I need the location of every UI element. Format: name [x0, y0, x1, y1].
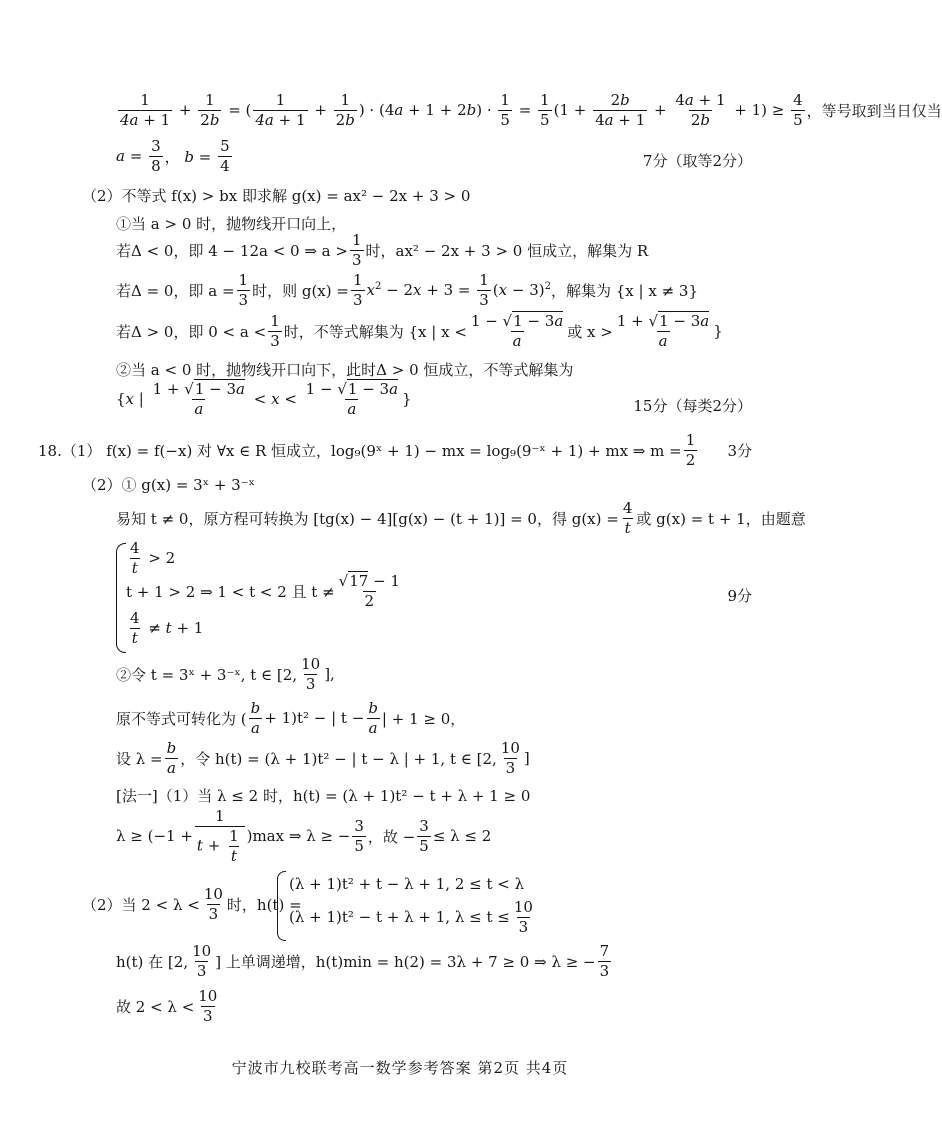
line-part-2-intro: （2）不等式 f(x) > bx 即求解 g(x) = ax² − 2x + 3 > 0	[82, 187, 471, 205]
lambda-c: ，故 −	[367, 827, 416, 846]
system-row-2: t + 1 > 2 ⇒ 1 < t < 2 且 t ≠ √17 − 1 2	[126, 572, 400, 610]
delta-negative-a: 若Δ < 0，即 4 − 12a < 0 ⇒ a >	[116, 241, 348, 260]
piecewise-case-2-text: (λ + 1)t² − t + λ + 1, λ ≤ t ≤	[289, 908, 510, 927]
line-transform-equation: 易知 t ≠ 0，原方程可转换为 [tg(x) − 4][g(x) − (t + 1)] = 0，得 g(x) = $\frac{4}{t}$ 或 g(x) = t + 1，由题意	[116, 499, 806, 537]
delta-positive-b: 时，不等式解集为 {x | x <	[283, 322, 467, 341]
line-a-b-values: a = $\frac{3}{8}$ ， b = $\frac{5}{4}$	[116, 137, 230, 175]
transform-a: 易知 t ≠ 0，原方程可转换为 [tg(x) − 4][g(x) − (t + 1)] = 0，得 g(x) =	[116, 509, 619, 528]
lambda-d: ≤ λ ≤ 2	[432, 827, 492, 846]
system-row-2-text: t + 1 > 2 ⇒ 1 < t < 2 且 t ≠	[126, 582, 335, 601]
delta-zero-b: 时，则 g(x) =	[252, 281, 349, 300]
piecewise-case-2: (λ + 1)t² − t + λ + 1, λ ≤ t ≤ $\frac{10}{3}$	[289, 898, 533, 936]
piecewise-a: （2）当 2 < λ <	[82, 895, 200, 914]
define-h-b: ，令 h(t) = (λ + 1)t² − | t − λ | + 1, t ∈ [2,	[180, 749, 497, 768]
line-define-h: 设 λ = $\frac{b}{a}$ ，令 h(t) = (λ + 1)t² − | t − λ | + 1, t ∈ [2, 10 3 ]	[116, 739, 530, 777]
line-conclusion: 故 2 < λ < 10 3	[116, 987, 218, 1025]
line-lambda-bound: λ ≥ (−1 + 1 t + $\frac{1}{t}$ )max ⇒ λ ≥ − $\frac{3}{5}$ ，故 − $\frac{3}{5}$ ≤ λ ≤ 2	[116, 807, 492, 865]
let-t-text: ②令 t = 3ˣ + 3⁻ˣ, t ∈ [2,	[116, 665, 298, 684]
delta-positive-c: 或 x >	[567, 322, 613, 341]
delta-zero-c: ，解集为 {x | x ≠ 3}	[550, 281, 698, 300]
define-h-a: 设 λ =	[116, 749, 163, 768]
converted-b: + 1)t² − | t −	[264, 709, 365, 728]
system-row-3: 4 t ≠ t + 1	[130, 609, 204, 647]
line-let-t: ②令 t = 3ˣ + 3⁻ˣ, t ∈ [2, 10 3 ],	[116, 655, 335, 693]
line-piecewise-intro: （2）当 2 < λ < 10 3 时，h(t) =	[82, 885, 302, 923]
converted-a: 原不等式可转化为 (	[116, 709, 247, 728]
score-line-13: 9分	[727, 587, 752, 605]
system-row-1: 4 t > 2	[130, 539, 176, 577]
monotonic-a: h(t) 在 [2,	[116, 952, 189, 971]
line-case-a-positive: ①当 a > 0 时，抛物线开口向上，	[116, 215, 347, 233]
line-part-2-g: （2）① g(x) = 3ˣ + 3⁻ˣ	[82, 476, 256, 494]
line-inequality-chain: 1 4a + 1 + $\frac{1}{2b}$ = ( 1 4a + 1 + $\frac{1}{2b}$ ) · (4a + 1 + 2b) · $\frac{1}{5}$ = $\frac{1}{5}$ (1 + $\frac{2b}{4a + 1}$ + $\frac{4a + 1}{2b}$ + 1) ≥ $\frac{4}{5}$ ，等号取到当日仅当	[120, 91, 942, 129]
line-converted-inequality: 原不等式可转化为 ( b a + 1)t² − | t − $\frac{b}{a}$ | + 1 ≥ 0，	[116, 699, 466, 737]
line-1-tail: ，等号取到当日仅当	[806, 101, 942, 120]
delta-positive-a: 若Δ > 0，即 0 < a <	[116, 322, 267, 341]
line-delta-zero: 若Δ = 0，即 a = $\frac{1}{3}$ 时，则 g(x) = $\frac{1}{3}$ $x^2 - 2x + 3$ = $\frac{1}{3}$ $(x - 3)^2$ ，解集为 {x | x ≠ 3}	[116, 271, 698, 309]
line-negative-solution-set: {x | 1 + √1 − 3a a < x < 1 − √1 − 3a a }	[116, 380, 412, 418]
problem-18-body: f(x) = f(−x) 对 ∀x ∈ R 恒成立，log₉(9ˣ + 1) − mx = log₉(9⁻ˣ + 1) + mx ⇒ m =	[106, 441, 682, 460]
line-delta-positive: 若Δ > 0，即 0 < a < 1 3 时，不等式解集为 {x | x < 1 − √1 − 3a a 或 x > 1 + √1 − 3a a }	[116, 312, 723, 350]
lambda-a: λ ≥ (−1 +	[116, 827, 193, 846]
score-line-2: 7分（取等2分）	[642, 152, 752, 170]
delta-negative-b: 时，ax² − 2x + 3 > 0 恒成立，解集为 R	[365, 241, 649, 260]
piecewise-case-1: (λ + 1)t² + t − λ + 1, 2 ≤ t < λ	[289, 875, 525, 893]
line-monotonic: h(t) 在 [2, 10 3 ] 上单调递增，h(t)min = h(2) = 3λ + 7 ≥ 0 ⇒ λ ≥ − $\frac{7}{3}$	[116, 942, 610, 980]
transform-b: 或 g(x) = t + 1，由题意	[636, 509, 806, 528]
score-line-9: 15分（每类2分）	[633, 397, 752, 415]
score-line-10: 3分	[727, 442, 752, 460]
converted-c: | + 1 ≥ 0，	[381, 709, 466, 728]
line-case-a-negative: ②当 a < 0 时，抛物线开口向下，此时Δ > 0 恒成立，不等式解集为	[116, 361, 574, 379]
line-problem-18: 18.（1） f(x) = f(−x) 对 ∀x ∈ R 恒成立，log₉(9ˣ + 1) − mx = log₉(9⁻ˣ + 1) + mx ⇒ m = $\frac{1}{2}$	[38, 431, 696, 469]
conclusion-text: 故 2 < λ <	[116, 997, 195, 1016]
piecewise-brace	[277, 871, 286, 941]
page-footer: 宁波市九校联考高一数学参考答案 第2页 共4页	[231, 1059, 569, 1077]
lambda-b: )max ⇒ λ ≥ −	[246, 827, 351, 846]
system-brace	[116, 543, 126, 653]
monotonic-b: ] 上单调递增，h(t)min = h(2) = 3λ + 7 ≥ 0 ⇒ λ ≥ −	[215, 952, 596, 971]
piecewise-b: 时，h(t) =	[226, 895, 302, 914]
line-method-1: [法一]（1）当 λ ≤ 2 时，h(t) = (λ + 1)t² − t + λ + 1 ≥ 0	[116, 787, 531, 805]
line-delta-negative: 若Δ < 0，即 4 − 12a < 0 ⇒ a > 1 3 时，ax² − 2x + 3 > 0 恒成立，解集为 R	[116, 231, 649, 269]
delta-zero-a: 若Δ = 0，即 a =	[116, 281, 235, 300]
problem-18-number: 18.（1）	[38, 441, 102, 460]
